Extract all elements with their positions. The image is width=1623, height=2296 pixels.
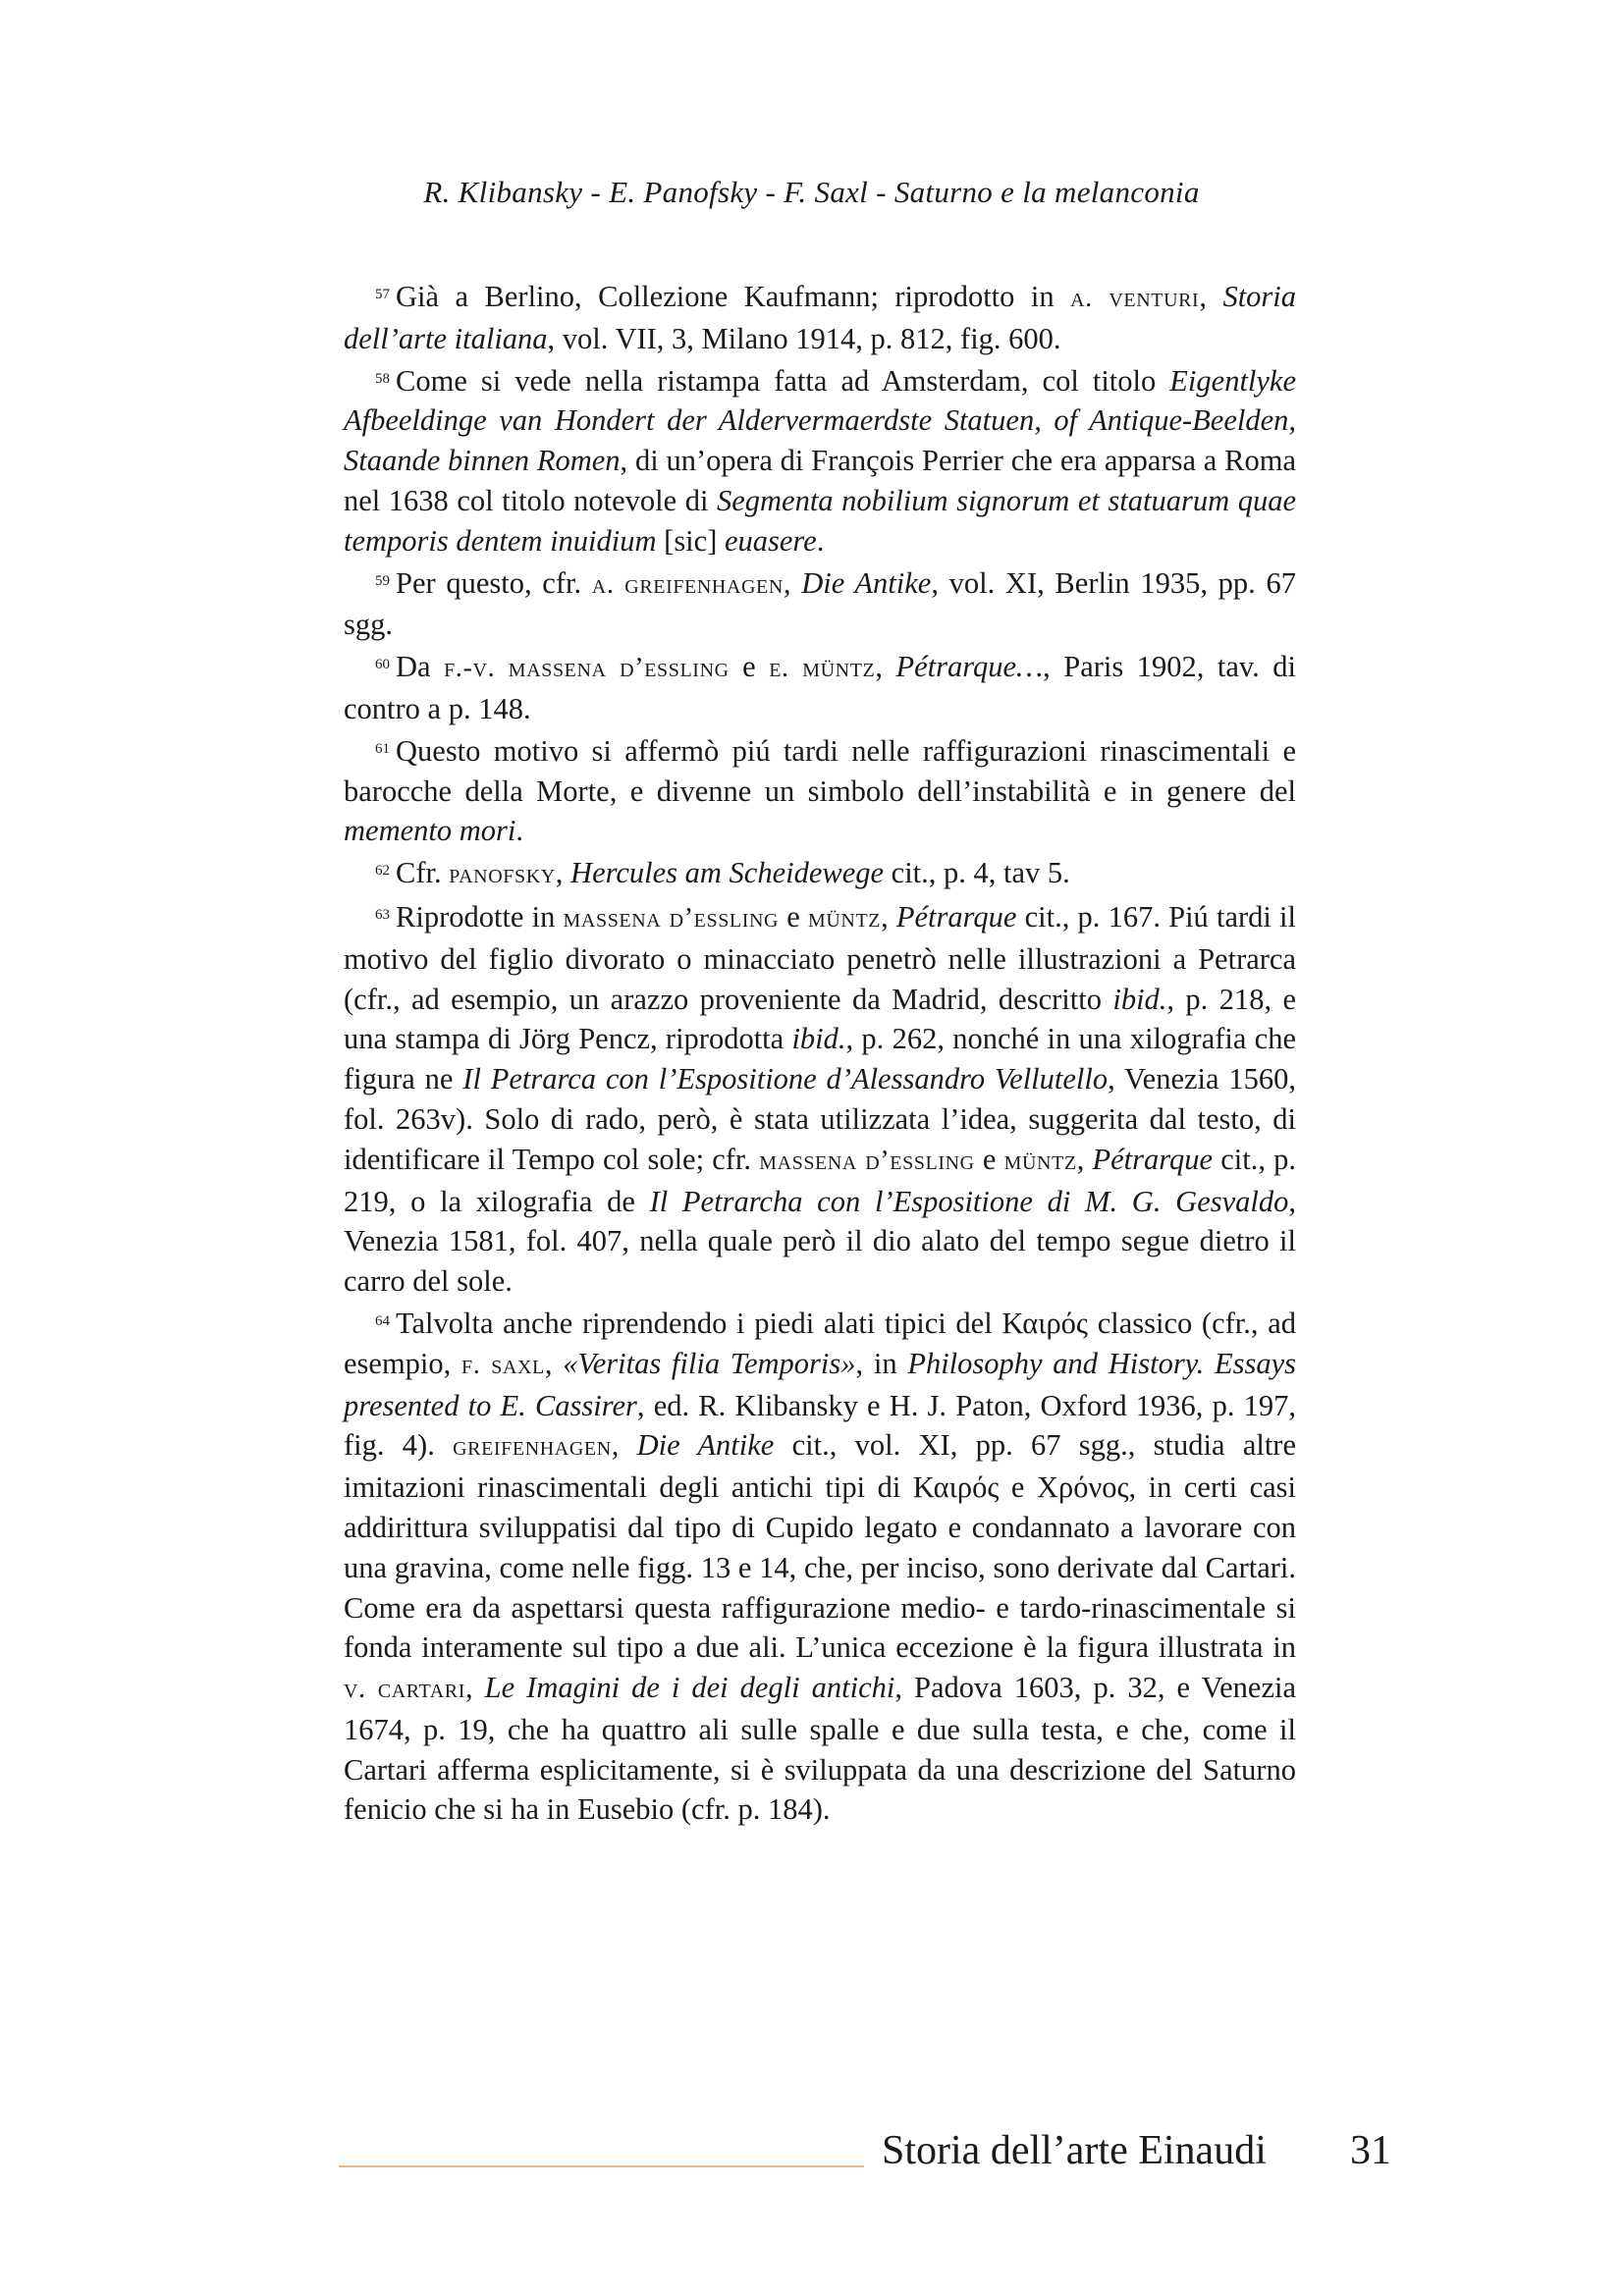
- footnote-number: 57: [375, 287, 390, 302]
- footnote-text: , p. 262, nonché in una xilografia che figura ne: [344, 1022, 1296, 1096]
- footnote-number: 64: [375, 1312, 390, 1329]
- footnote: [344, 851, 1296, 895]
- footnote-text: cit., p. 4, tav 5.: [884, 856, 1070, 890]
- italic-text: Pétrarque: [1092, 1142, 1214, 1176]
- italic-text: euasere: [724, 523, 817, 558]
- footnote-text: ,: [1199, 280, 1223, 313]
- author-name: v. cartari: [344, 1674, 465, 1705]
- footnote-text: Per questo, cfr.: [396, 565, 592, 600]
- footnote-text: , Venezia 1581, fol. 407, nella quale però il dio alato del tempo segue dietro il carro del sole.: [344, 1184, 1296, 1299]
- footnote-text: e: [779, 899, 808, 934]
- italic-text: Eigentlyke Afbeeldinge van Hondert der Aldervermaerdste Statuen, of Antique-Beelden, Staande binnen Romen: [344, 363, 1296, 478]
- footnote-text: .: [816, 523, 825, 558]
- footnote-text: Già a Berlino, Collezione Kaufmann; riprodotto in: [396, 280, 1071, 313]
- footnote: [344, 645, 1296, 729]
- footnote-number: 61: [375, 740, 390, 757]
- italic-text: ibid.: [791, 1022, 846, 1056]
- footnote: [344, 895, 1296, 1302]
- footnote-text: ,: [611, 1428, 637, 1463]
- author-name: massena d’essling: [563, 902, 780, 934]
- author-name: massena d’essling: [759, 1145, 975, 1176]
- footnote-text: , in: [855, 1346, 908, 1380]
- footnote-number: 62: [375, 863, 390, 880]
- italic-text: Die Antike: [636, 1428, 775, 1463]
- page-footer: [0, 2125, 1623, 2184]
- italic-text: Storia dell’arte italiana: [344, 280, 1297, 355]
- footnote-text: e: [974, 1142, 1004, 1176]
- footnote-text: cit., p. 167. Piú tardi il motivo del figlio divorato o minacciato penetrò nelle illustrazioni a Petrarca (cfr., ad esempio, un arazzo proveniente da Madrid, descritto: [344, 899, 1297, 1016]
- footnote-text: Questo motivo si affermò piú tardi nelle raffigurazioni rinascimentali e barocche della Morte, e divenne un simbolo dell’instabilità e in genere del: [344, 733, 1296, 808]
- footnote-text: ,: [881, 899, 896, 934]
- footnote-text: ,: [875, 650, 896, 684]
- italic-text: Pétrarque…: [895, 650, 1044, 684]
- footnote-text: , Venezia 1560, fol. 263v). Solo di rado, però, è stata utilizzata l’idea, suggerita dal testo, di identificare il Tempo col sole; cfr.: [344, 1062, 1296, 1176]
- footnote-text: , vol. VII, 3, Milano 1914, p. 812, fig. 600.: [547, 321, 1061, 355]
- footnote-text: ,: [544, 1346, 564, 1380]
- footnote-text: Da: [396, 650, 445, 684]
- footnote-number: 58: [375, 370, 390, 387]
- footnote-text: Talvolta anche riprendendo i piedi alati tipici del Καιρός classico (cfr., ad esempio,: [344, 1306, 1296, 1380]
- footnote-text: , vol. XI, Berlin 1935, pp. 67 sgg.: [344, 565, 1296, 642]
- footnote-text: , di un’opera di François Perrier che era apparsa a Roma nel 1638 col titolo notevole di: [344, 444, 1296, 517]
- footer-imprint: Storia dell’arte Einaudi: [882, 2128, 1267, 2173]
- italic-text: ibid.: [1112, 982, 1167, 1016]
- footnote-text: cit., vol. XI, pp. 67 sgg., studia altre imitazioni rinascimentali degli antichi tipi di Καιρός e Χρόνος, in certi casi addirittura sviluppatisi dal tipo di Cupido legato e condannato a lavorare con una gravina, come nelle figg. 13 e 14, che, per inciso, sono derivate dal Cartari. Come era da aspettarsi questa raffigurazione medio- e tardo-rinascimentale si fonda interamente sul tipo a due ali. L’unica eccezione è la figura illustrata in: [344, 1428, 1296, 1665]
- italic-text: Segmenta nobilium signorum et statuarum quae temporis dentem inuidium: [344, 483, 1296, 558]
- footnote-text: cit., p. 219, o la xilografia de: [344, 1142, 1296, 1218]
- footnote-text: , Paris 1902, tav. di contro a p. 148.: [344, 650, 1296, 725]
- footnotes: [344, 275, 1296, 1830]
- author-name: panofsky: [449, 859, 556, 890]
- author-name: müntz: [807, 902, 882, 934]
- author-name: f.-v. massena d’essling: [444, 653, 730, 684]
- footnote-text: Cfr.: [396, 856, 450, 890]
- footnote: [344, 561, 1296, 646]
- italic-text: «Veritas filia Temporis»: [563, 1346, 856, 1380]
- footnote-text: , ed. R. Klibansky e H. J. Paton, Oxford 1936, p. 197, fig. 4).: [344, 1388, 1296, 1463]
- footnote-text: .: [515, 814, 523, 848]
- footnote-text: , p. 218, e una stampa di Jörg Pencz, riprodotta: [344, 982, 1296, 1056]
- footer-rule: [339, 2165, 864, 2167]
- footnote-text: ,: [783, 565, 802, 600]
- running-head: R. Klibansky - E. Panofsky - F. Saxl - Saturno e la melanconia: [423, 175, 1200, 209]
- italic-text: Le Imagini de i dei degli antichi: [484, 1671, 895, 1705]
- footnote-text: Come si vede nella ristampa fatta ad Amsterdam, col titolo: [396, 363, 1170, 398]
- footnote-number: 59: [375, 572, 390, 589]
- italic-text: Pétrarque: [895, 899, 1017, 934]
- italic-text: Il Petrarca con l’Espositione d’Alessandro Vellutello: [462, 1062, 1109, 1096]
- footnote-text: ,: [465, 1671, 485, 1705]
- footnote-number: 60: [375, 657, 390, 673]
- footnote-text: ,: [555, 856, 571, 890]
- footnote-text: [sic]: [656, 523, 725, 558]
- author-name: a. venturi: [1070, 283, 1200, 313]
- footnote-text: Riprodotte in: [396, 899, 564, 934]
- italic-text: Die Antike: [801, 565, 932, 600]
- author-name: e. müntz: [769, 653, 876, 684]
- footnote: [344, 359, 1296, 561]
- footnote-text: ,: [1076, 1142, 1093, 1176]
- footnote-text: , Padova 1603, p. 32, e Venezia 1674, p. 19, che ha quattro ali sulle spalle e due sulla testa, e che, come il Cartari afferma esplicitamente, si è sviluppata da una descrizione del Saturno fenicio che si ha in Eusebio (cfr. p. 184).: [344, 1671, 1297, 1827]
- author-name: müntz: [1003, 1145, 1077, 1176]
- page-number: 31: [1350, 2128, 1391, 2173]
- italic-text: Hercules am Scheidewege: [570, 856, 885, 890]
- author-name: greifenhagen: [453, 1431, 612, 1463]
- italic-text: Philosophy and History. Essays presented to E. Cassirer: [344, 1346, 1296, 1422]
- footnote: [344, 275, 1296, 359]
- footnote-text: e: [729, 650, 770, 684]
- footnote-number: 63: [375, 906, 390, 923]
- author-name: a. greifenhagen: [591, 568, 784, 600]
- italic-text: memento mori: [344, 814, 516, 848]
- footnote: [344, 1302, 1296, 1830]
- footnote: [344, 729, 1296, 851]
- italic-text: Il Petrarcha con l’Espositione di M. G. Gesvaldo: [649, 1184, 1289, 1218]
- author-name: f. saxl: [461, 1349, 545, 1380]
